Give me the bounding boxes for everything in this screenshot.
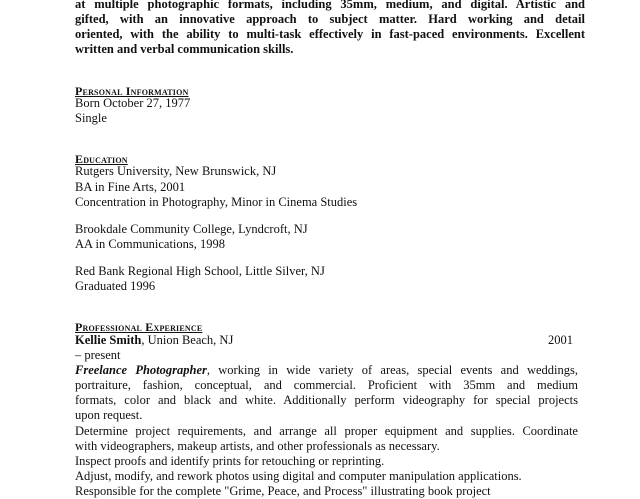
description-line: Responsible for the complete "Grime, Peace, and Process" illustrating book project [75,484,491,498]
employment-year: 2001 [548,333,573,347]
education-degree: Graduated 1996 [75,279,156,293]
education-school: Brookdale Community College, Lyndcroft, NJ [75,222,308,236]
description-line: Determine project requirements, and arrange all proper equipment and supplies. Coordinate [75,424,578,438]
summary-line: at multiple photographic formats, including 35mm, medium, and digital. Artistic and [75,0,585,11]
description-line: with videographers, makeup artists, and other professionals as necessary. [75,439,440,453]
education-school: Red Bank Regional High School, Little Silver, NJ [75,264,325,278]
employer-line [75,333,233,348]
marital-status: Single [75,111,107,125]
role-title: Freelance Photographer [75,363,207,377]
description-line: Inspect proofs and identify prints for retouching or reprinting. [75,454,385,468]
summary-paragraph [75,0,585,57]
employment-present: – present [75,348,121,362]
description-line: upon request. [75,408,143,422]
education-degree: AA in Communications, 1998 [75,237,225,251]
summary-line: gifted, with an innovative approach to subject matter. Hard working and detail [75,12,585,26]
description-line: portraiture, fashion, conceptual, and commercial. Proficient with 35mm and medium [75,378,578,392]
employer-location: , Union Beach, NJ [141,333,234,347]
employer-name: Kellie Smith [75,333,142,347]
education-school: Rutgers University, New Brunswick, NJ [75,164,277,178]
description-line: formats, color and black and white. Additionally perform videography for special projects [75,393,578,407]
personal-info-heading: Personal Information [75,84,189,98]
role-description: , working in wide variety of areas, special events and weddings, [206,363,579,377]
education-concentration: Concentration in Photography, Minor in Cinema Studies [75,195,358,209]
education-heading: Education [75,152,128,166]
summary-line: oriented, with the ability to multi-task effectively in fast-paced environments. Excellent [75,27,585,41]
birth-date: Born October 27, 1977 [75,96,191,110]
education-degree: BA in Fine Arts, 2001 [75,180,186,194]
experience-heading: Professional Experience [75,320,203,334]
role-line [75,363,578,378]
summary-line: written and verbal communication skills. [75,42,294,56]
description-line: Adjust, modify, and rework photos using digital and computer manipulation applications. [75,469,522,483]
